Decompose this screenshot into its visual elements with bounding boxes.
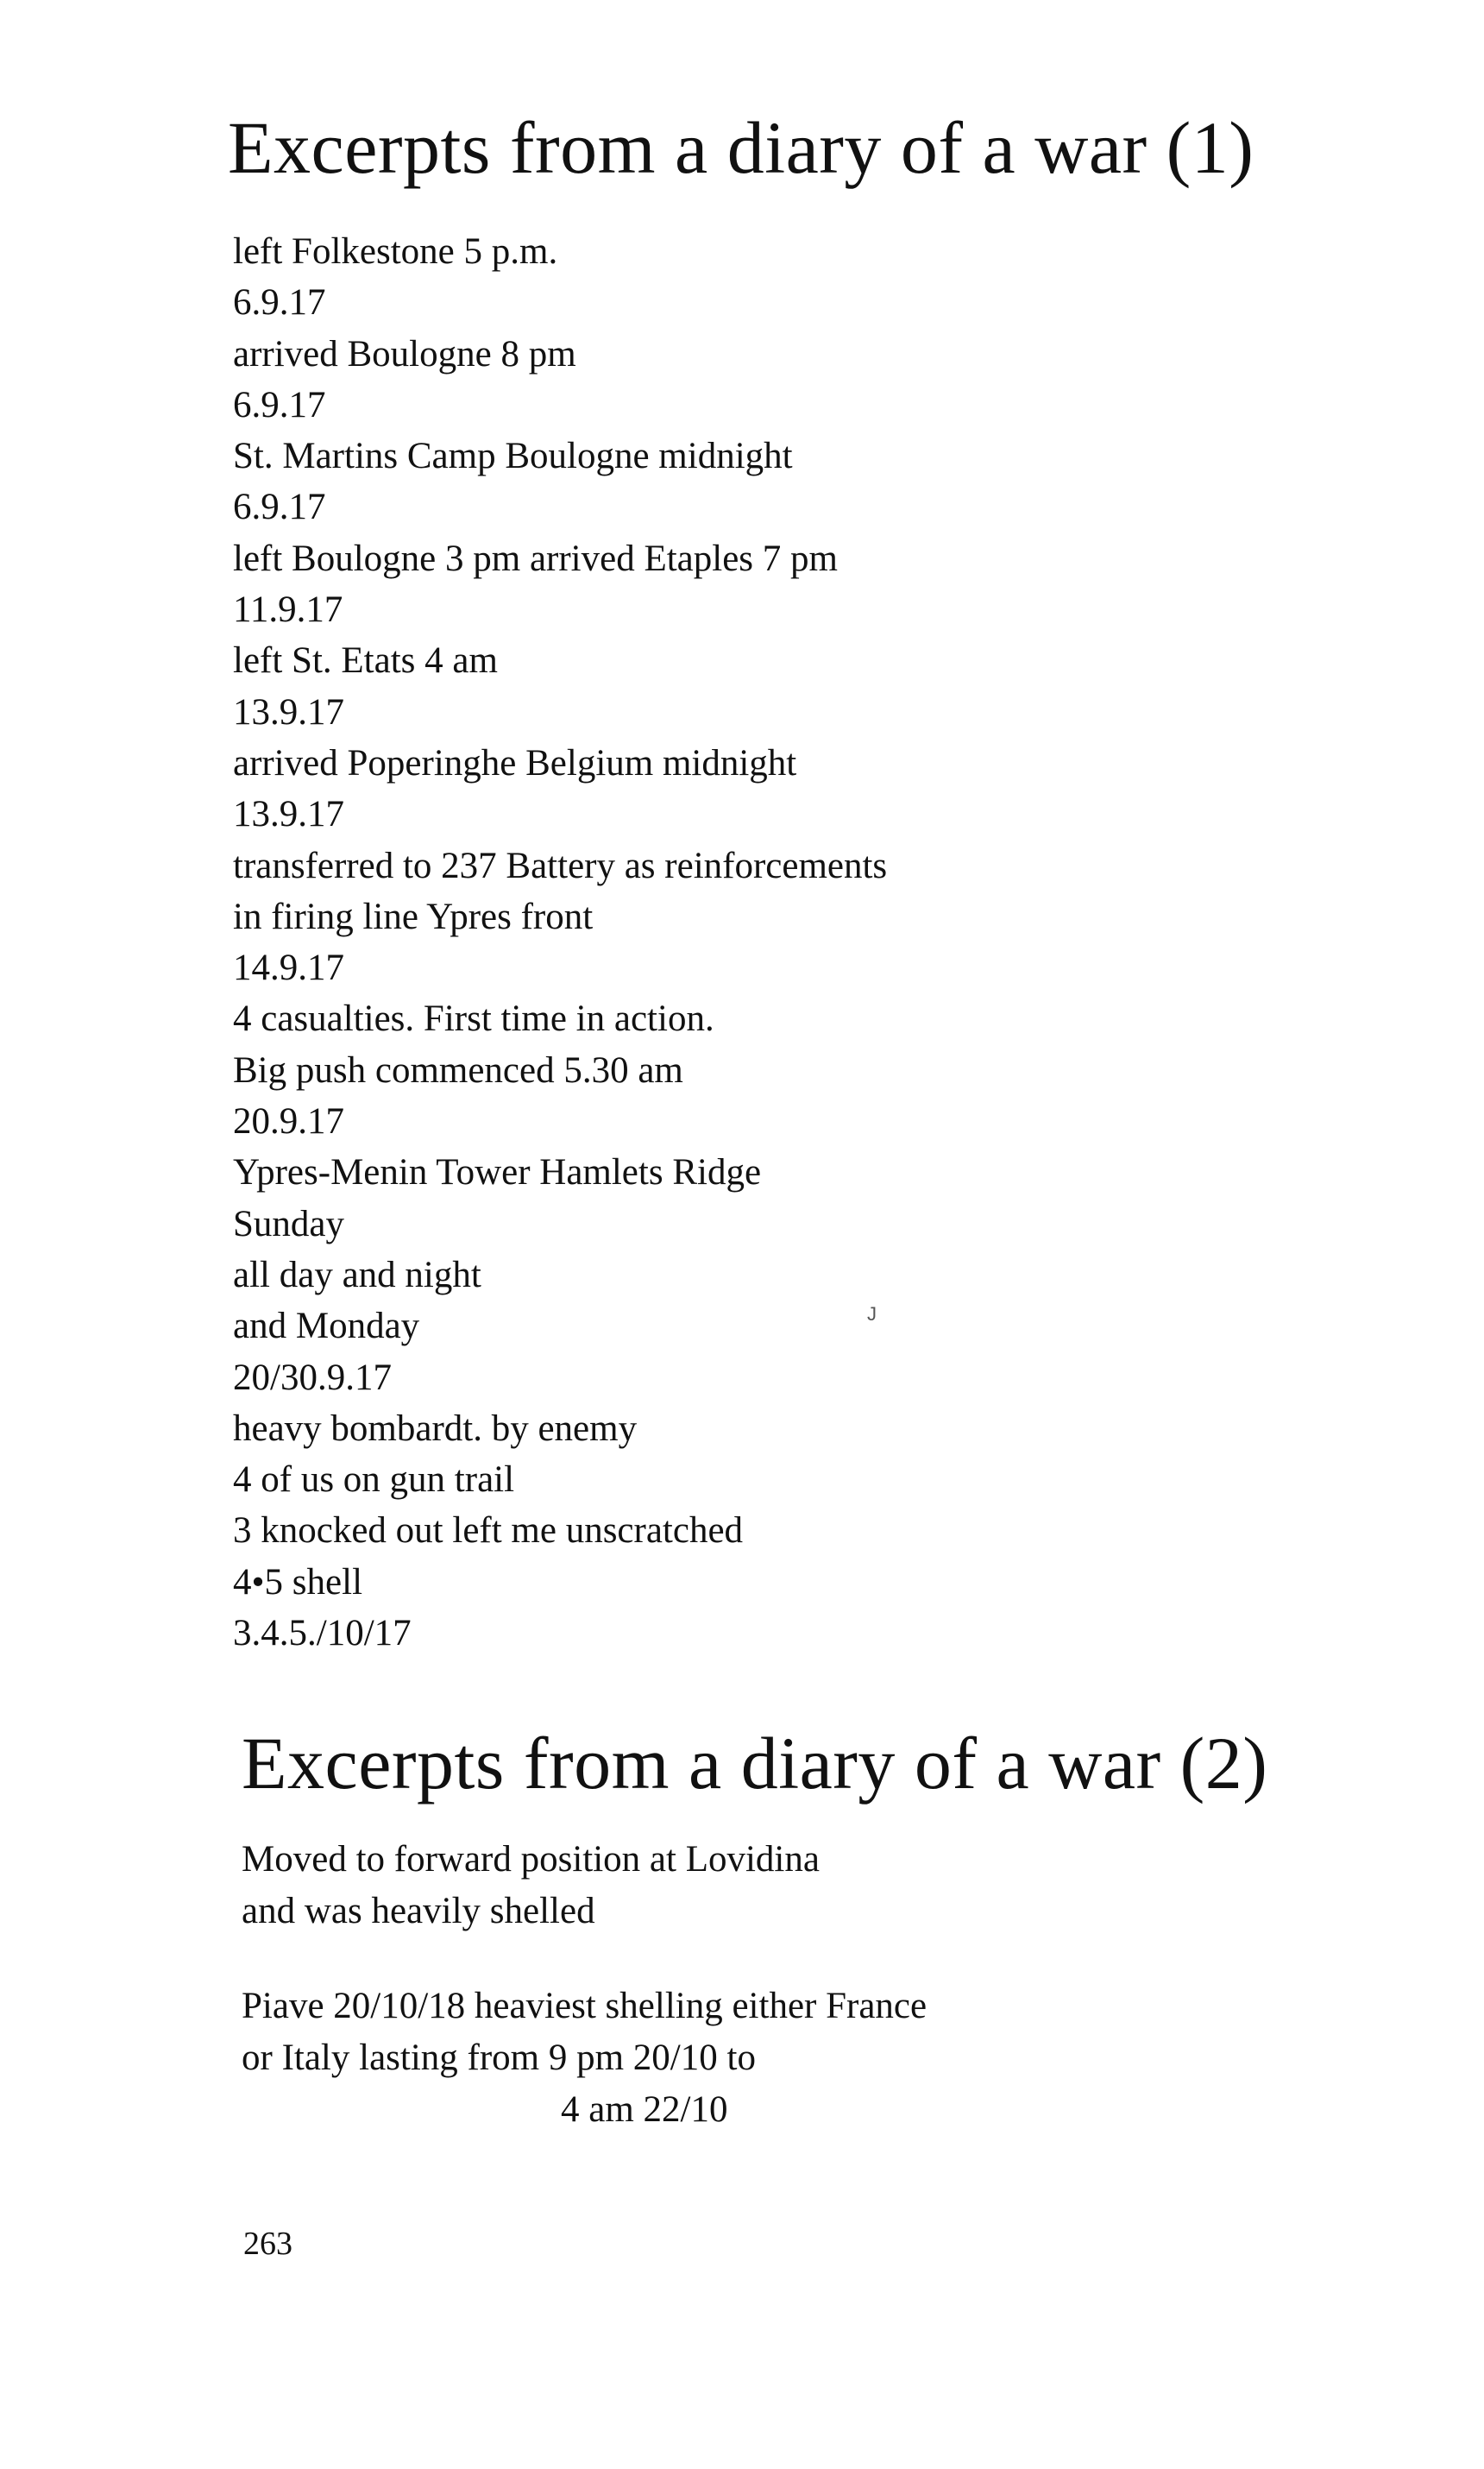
diary-line: left Boulogne 3 pm arrived Etaples 7 pm	[233, 538, 838, 579]
paragraph-gap	[242, 1937, 927, 1981]
diary-line: and Monday	[233, 1306, 420, 1347]
diary-line: heavy bombardt. by enemy	[233, 1408, 638, 1449]
diary-line: 20/30.9.17	[233, 1357, 392, 1398]
diary-line: left Folkestone 5 p.m.	[233, 231, 558, 272]
section-1-entries	[233, 226, 887, 1659]
diary-line: Big push commenced 5.30 am	[233, 1049, 683, 1091]
diary-line: all day and night	[233, 1254, 481, 1295]
diary-line: 6.9.17	[233, 282, 326, 324]
diary-line: 4•5 shell	[233, 1561, 363, 1603]
diary-line: in firing line Ypres front	[233, 896, 594, 937]
diary-line: 6.9.17	[233, 384, 326, 425]
section-2-entries	[242, 1834, 927, 2136]
diary-line: 14.9.17	[233, 948, 344, 989]
diary-line: left St. Etats 4 am	[233, 640, 498, 682]
margin-mark: J	[867, 1303, 877, 1325]
diary-line: and was heavily shelled	[242, 1891, 595, 1931]
page-number: 263	[243, 2226, 292, 2262]
diary-line: 6.9.17	[233, 487, 326, 528]
diary-line: arrived Poperinghe Belgium midnight	[233, 742, 797, 784]
diary-line: 11.9.17	[233, 589, 343, 631]
diary-line: Sunday	[233, 1203, 344, 1244]
diary-line: 4 casualties. First time in action.	[233, 998, 714, 1040]
diary-line: Piave 20/10/18 heaviest shelling either France	[242, 1986, 928, 2026]
diary-line: Moved to forward position at Lovidina	[242, 1839, 820, 1880]
diary-line: 4 am 22/10	[561, 2089, 728, 2130]
diary-line: 13.9.17	[233, 794, 344, 835]
diary-line: arrived Boulogne 8 pm	[233, 333, 576, 375]
diary-line: 4 of us on gun trail	[233, 1459, 515, 1501]
section-1-title: Excerpts from a diary of a war (1)	[228, 106, 1254, 189]
diary-line: Ypres-Menin Tower Hamlets Ridge	[233, 1152, 762, 1194]
diary-line: transferred to 237 Battery as reinforcements	[233, 845, 888, 886]
diary-line: or Italy lasting from 9 pm 20/10 to	[242, 2038, 756, 2078]
diary-line: 13.9.17	[233, 691, 344, 733]
diary-line: St. Martins Camp Boulogne midnight	[233, 436, 793, 477]
diary-line: 3 knocked out left me unscratched	[233, 1510, 744, 1552]
diary-line: 3.4.5./10/17	[233, 1613, 412, 1654]
diary-line: 20.9.17	[233, 1101, 344, 1143]
section-2-title: Excerpts from a diary of a war (2)	[242, 1722, 1268, 1805]
